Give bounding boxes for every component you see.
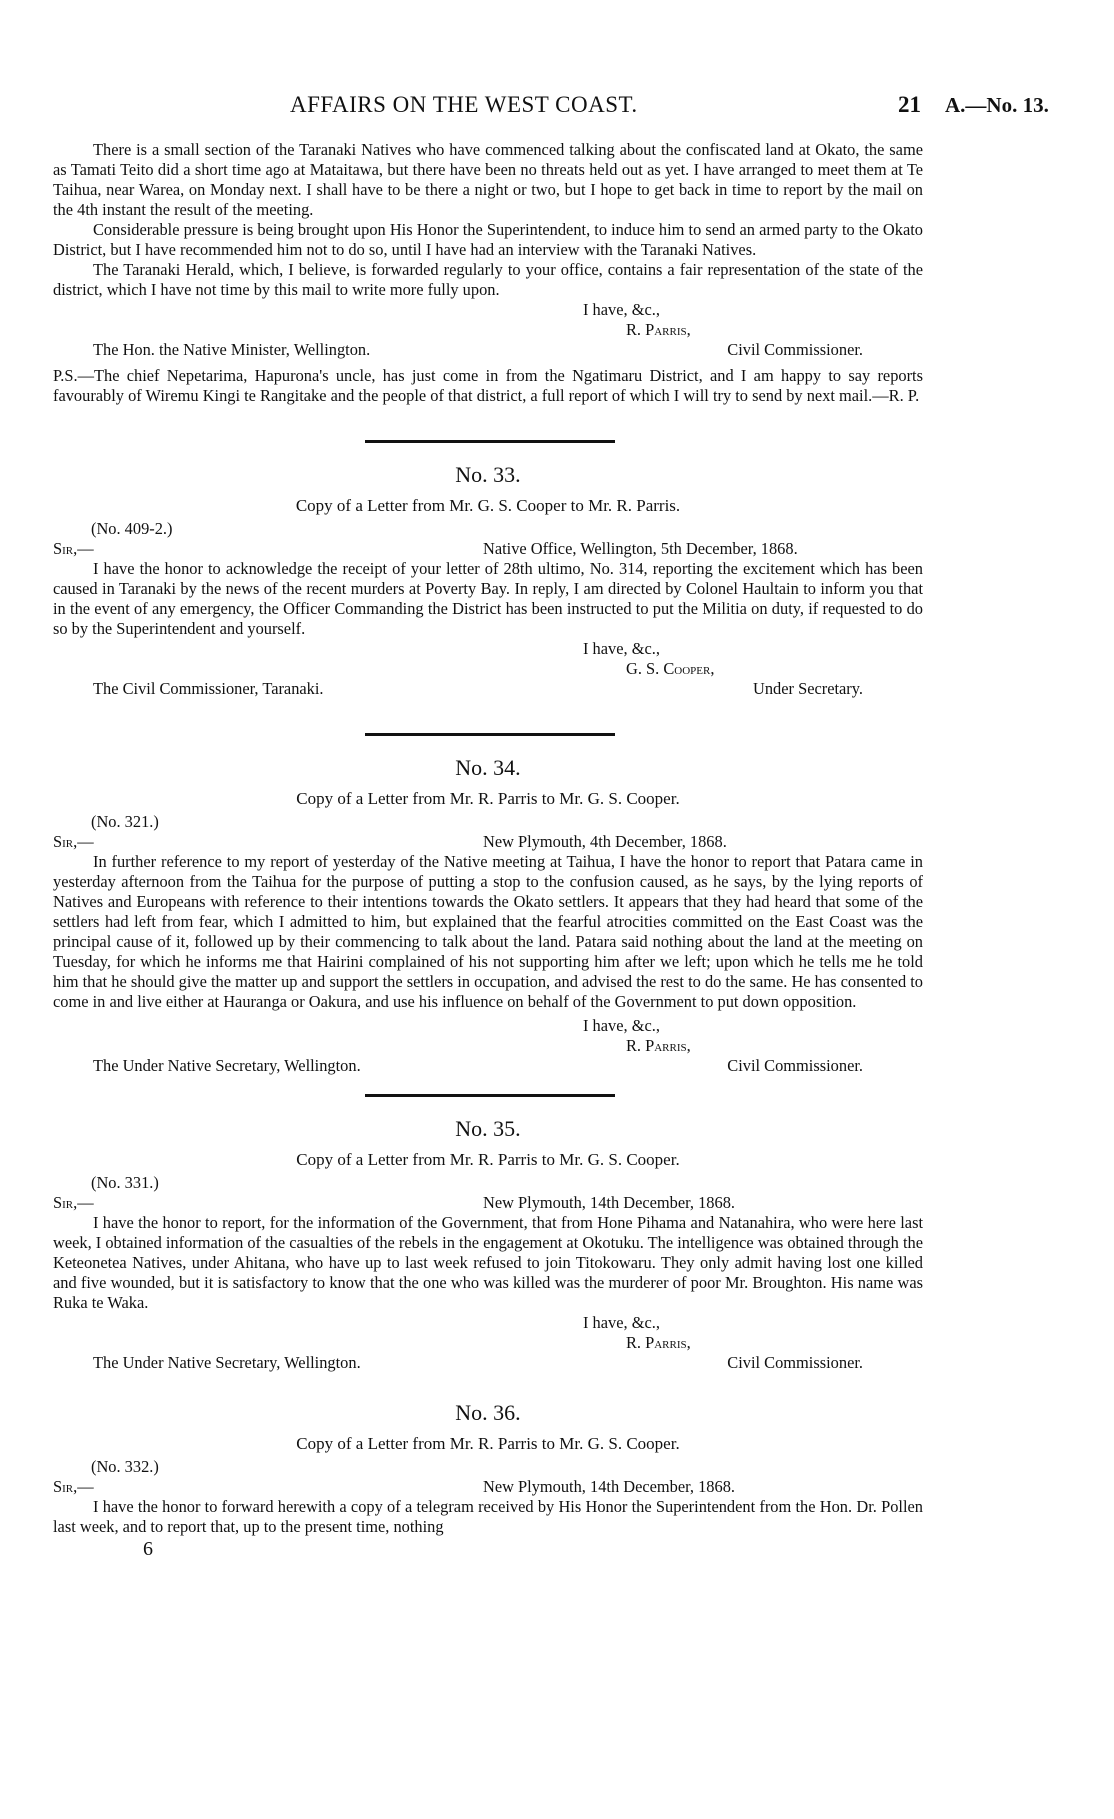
letter-title: No. 35. xyxy=(455,1116,521,1141)
dateline: Native Office, Wellington, 5th December, 1868. xyxy=(483,539,798,558)
paragraph: There is a small section of the Taranaki Natives who have commenced talking about the confiscated land at Okato, the same as Tamati Teito did a short time ago at Mataitawa, but there have been no threats held out as yet. I have arranged to meet them at Te Taihua, near Warea, on Monday next. I shall have to be there a night or two, but I hope to get back in time to report by the mail on the 4th instant the result of the meeting. xyxy=(53,140,923,219)
letter-number: (No. 321.) xyxy=(91,812,159,831)
letter-no-33 xyxy=(53,440,923,699)
signature-row xyxy=(53,1056,923,1076)
letter-body: I have the honor to report, for the information of the Government, that from Hone Pihama and Natanahira, who were here last week, I obtained information of the casualties of the rebels in the engagement at Okotuku. The intelligence was obtained through the Keteonetea Natives, under Ahitana, who have up to last week refused to join Titokowaru. They only admit having lost one killed and five wounded, but it is satisfactory to know that the one who was killed was the murderer of poor Mr. Broughton. His name was Ruka te Waka. xyxy=(53,1213,923,1312)
letter-title: No. 34. xyxy=(455,755,521,780)
recipient: The Civil Commissioner, Taranaki. xyxy=(93,679,324,698)
letter-body: I have the honor to forward herewith a copy of a telegram received by His Honor the Superintendent from the Hon. Dr. Pollen last week, and to report that, up to the present time, nothing xyxy=(53,1497,923,1536)
letter-subtitle: Copy of a Letter from Mr. R. Parris to Mr. G. S. Cooper. xyxy=(296,789,680,808)
salutation: Sir,— xyxy=(53,1477,94,1496)
letter-body: In further reference to my report of yesterday of the Native meeting at Taihua, I have the honor to report that Patara came in yesterday afternoon from the Taihua for the purpose of putting a stop to the confusion caused, as he says, by the lying reports of Natives and Europeans with reference to their intentions towards the Okato settlers. It appears that they had heard that some of the settlers had left from fear, which I admitted to him, but explained that the fearful atrocities committed on the East Coast was the principal cause of it, followed up by their commencing to talk about the land. Patara said nothing about the land at the meeting on Tuesday, for which he informs me that Hairini complained of his not supporting him after we left; upon which he tells me he told him that he should give the matter up and support the settlers in occupation, and advised the rest to do the same. He has consented to come in and live either at Hauranga or Oakura, and use his influence on behalf of the Government to put down opposition. xyxy=(53,852,923,1011)
salutation-row xyxy=(53,1193,923,1213)
postscript: P.S.—The chief Nepetarima, Hapurona's uncle, has just come in from the Ngatimaru District, and I am happy to say reports favourably of Wiremu Kingi te Rangitake and the people of that district, a full report of which I will try to send by next mail.—R. P. xyxy=(53,366,923,405)
letter-number: (No. 331.) xyxy=(91,1173,159,1192)
paragraph: Considerable pressure is being brought upon His Honor the Superintendent, to induce him to send an armed party to the Okato District, but I have recommended him not to do so, until I have had an interview with the Taranaki Natives. xyxy=(53,220,923,259)
letter-title: No. 36. xyxy=(455,1400,521,1425)
closing: I have, &c., xyxy=(583,1313,660,1332)
signature-row xyxy=(53,679,923,699)
closing: I have, &c., xyxy=(583,639,660,658)
signer: R. Parris, xyxy=(626,1333,691,1352)
signer-office: Civil Commissioner. xyxy=(727,340,863,359)
salutation: Sir,— xyxy=(53,832,94,851)
letter-body: I have the honor to acknowledge the receipt of your letter of 28th ultimo, No. 314, reporting the excitement which has been caused in Taranaki by the news of the recent murders at Poverty Bay. In reply, I am directed by Colonel Haultain to inform you that in the event of any emergency, the Officer Commanding the District has been instructed to put the Militia on duty, if requested to do so by the Superintendent and yourself. xyxy=(53,559,923,638)
signer-office: Under Secretary. xyxy=(753,679,863,698)
dateline: New Plymouth, 4th December, 1868. xyxy=(483,832,727,851)
paper-reference: A.—No. 13. xyxy=(945,93,1049,117)
signer-office: Civil Commissioner. xyxy=(727,1353,863,1372)
salutation: Sir,— xyxy=(53,539,94,558)
page-number: 21 xyxy=(898,92,921,117)
signer: G. S. Cooper, xyxy=(626,659,715,678)
letter-no-34 xyxy=(53,733,923,1076)
signer-office: Civil Commissioner. xyxy=(727,1056,863,1075)
letter-subtitle: Copy of a Letter from Mr. G. S. Cooper to Mr. R. Parris. xyxy=(295,496,681,515)
intro-letter-continuation xyxy=(53,140,923,406)
closing: I have, &c., xyxy=(583,1016,660,1035)
page-body xyxy=(53,140,923,1559)
closing: I have, &c., xyxy=(583,300,660,319)
letter-no-36 xyxy=(53,1399,923,1537)
recipient: The Under Native Secretary, Wellington. xyxy=(93,1353,361,1372)
dateline: New Plymouth, 14th December, 1868. xyxy=(483,1193,735,1212)
signature-row xyxy=(53,1353,923,1373)
letter-number: (No. 332.) xyxy=(91,1457,159,1476)
signer: R. Parris, xyxy=(626,320,691,339)
recipient: The Hon. the Native Minister, Wellington. xyxy=(93,340,371,359)
section-divider xyxy=(365,1094,615,1097)
recipient: The Under Native Secretary, Wellington. xyxy=(93,1056,361,1075)
letter-no-35 xyxy=(53,1094,923,1373)
salutation-row xyxy=(53,832,923,852)
signature-row xyxy=(53,340,923,360)
printer-signature-mark: 6 xyxy=(143,1538,153,1560)
dateline: New Plymouth, 14th December, 1868. xyxy=(483,1477,735,1496)
running-title: AFFAIRS ON THE WEST COAST. xyxy=(290,92,638,117)
salutation-row xyxy=(53,539,923,559)
letter-subtitle: Copy of a Letter from Mr. R. Parris to Mr. G. S. Cooper. xyxy=(296,1150,680,1169)
paragraph: The Taranaki Herald, which, I believe, is forwarded regularly to your office, contains a fair representation of the state of the district, which I have not time by this mail to write more fully upon. xyxy=(53,260,923,299)
letter-subtitle: Copy of a Letter from Mr. R. Parris to Mr. G. S. Cooper. xyxy=(296,1434,680,1453)
page-header xyxy=(0,92,1114,126)
letter-number: (No. 409-2.) xyxy=(91,519,173,538)
signer: R. Parris, xyxy=(626,1036,691,1055)
section-divider xyxy=(365,440,615,443)
salutation: Sir,— xyxy=(53,1193,94,1212)
letter-title: No. 33. xyxy=(455,462,521,487)
section-divider xyxy=(365,733,615,736)
salutation-row xyxy=(53,1477,923,1497)
